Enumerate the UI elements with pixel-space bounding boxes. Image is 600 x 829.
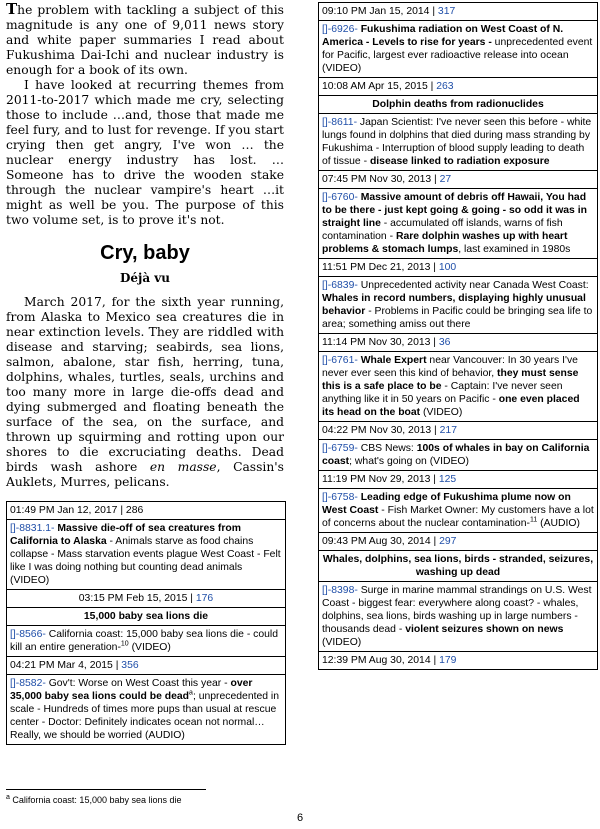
headline: 100s of whales in bay on California coast: [322, 443, 590, 467]
summary: Gov't: Worse on West Coast this year -: [45, 678, 231, 689]
intro-prose: [6, 2, 284, 228]
summary-tail: ; what's going on (VIDEO): [349, 456, 469, 467]
summary: CBS News:: [357, 443, 417, 454]
summary: Unprecedented activity near Canada West Coast:: [357, 280, 589, 291]
story-link[interactable]: []-8566-: [10, 629, 46, 640]
footnote-mark: a: [6, 794, 10, 801]
left-news-table: [6, 501, 286, 745]
story-link[interactable]: []-6759-: [322, 443, 358, 454]
summary: - accumulated off islands, warns of fish contamination -: [322, 218, 563, 242]
footnote-text: California coast: 15,000 baby sea lions die: [9, 795, 182, 805]
table-row: [319, 77, 597, 95]
headline: violent seizures shown on news: [405, 624, 564, 635]
table-row: [319, 113, 597, 170]
table-row: [7, 589, 285, 607]
chapter-paragraph-text-a: March 2017, for the sixth year running, from Alaska to Mexico sea creatures die in near extinction levels. They are riddled with disease and starving; seabirds, sea lions, salmon, abalone, star fish, herring, tuna, dolphins, whales, turtles, seals, urchins and too many more in large die-offs dead and dying submerged and floating beneath the surface of the sea, on the surface, and thrown up squirming and rotting upon our shores to die excruciating deaths. Dead birds wash ashore: [6, 295, 284, 474]
timestamp: 11:19 PM Nov 29, 2013 |: [322, 474, 439, 485]
table-row: [7, 656, 285, 674]
chapter-paragraph: [6, 295, 284, 490]
intro-paragraph-2: I have looked at recurring themes from 2011-to-2017 which made me cry, selecting those to include …and, those that made me feel fury, and to lust for revenge. If you start crying then get angry, I've won … the nuclear energy industry has lost. …Someone has to drive the wooden stake through the nuclear vampire's heart …it might as well be you. The purpose of this two volume set, is to prove it's not.: [6, 78, 284, 227]
story-link[interactable]: []-6839-: [322, 280, 358, 291]
summary: Surge in marine mammal strandings on U.S. West Coast - biggest fear: everywhere along coast? - whales, dolphins, sea lions, birds washing up in large numbers - thousands dead -: [322, 585, 592, 635]
story-link[interactable]: []-8611-: [322, 117, 358, 128]
summary: Japan Scientist: I've never seen this before - white lungs found in dolphins that died during mass stranding by Fukushima - Interruption of blood supply leading to death of tissue -: [322, 117, 592, 167]
table-row: [319, 351, 597, 421]
right-news-table: [318, 2, 598, 670]
count-link[interactable]: 179: [439, 655, 457, 666]
count-link[interactable]: 176: [195, 593, 214, 604]
table-row: [319, 188, 597, 258]
footnote-ref: 11: [529, 516, 538, 524]
table-row: [319, 532, 597, 550]
headline-3: one even placed its head on the boat: [322, 394, 580, 418]
headline: over 35,000 baby sea lions could be dead: [10, 678, 253, 702]
summary: - Animals starve as food chains collapse - Mass starvation events plague West Coast - Felt like I was doing nothing but counting dead animals (VIDEO): [10, 536, 281, 586]
timestamp: 04:22 PM Nov 30, 2013 |: [322, 425, 440, 436]
timestamp: 11:14 PM Nov 30, 2013 |: [322, 337, 439, 348]
table-row: [319, 581, 597, 651]
footnote: [6, 795, 182, 805]
story-link[interactable]: []-6761-: [322, 355, 358, 366]
timestamp: 10:08 AM Apr 15, 2015 |: [322, 81, 437, 92]
story-link[interactable]: []-6758-: [322, 492, 358, 503]
story-link[interactable]: []-6760-: [322, 192, 358, 203]
left-column: [6, 2, 284, 490]
summary: California coast: 15,000 baby sea lions die - could kill an entire generation-: [10, 629, 279, 653]
count-link[interactable]: 217: [439, 425, 457, 436]
page-number: 6: [296, 812, 304, 824]
headline: Whales in record numbers, displaying highly unusual behavior: [322, 293, 586, 317]
chapter-title: Cry, baby: [100, 242, 190, 264]
timestamp: 07:45 PM Nov 30, 2013 |: [322, 174, 440, 185]
chapter-subtitle: Déjà vu: [119, 271, 171, 285]
headline: Fukushima radiation on West Coast of N. America - Levels to rise for years -: [322, 24, 564, 48]
footnote-ref: 10: [120, 640, 129, 648]
count-link[interactable]: 36: [438, 337, 451, 348]
timestamp: 09:10 PM Jan 15, 2014 |: [322, 6, 438, 17]
table-row: [319, 488, 597, 532]
summary-tail: ; unprecedented in scale - Hundreds of times more pups than usual at rescue center - Doctor: Definitely indicates ocean not normal… Really, we should be worried (AUDIO): [10, 691, 280, 741]
table-row: [7, 674, 285, 744]
summary-tail: - Problems in Pacific could be bringing sea life to area; something amiss out there: [322, 306, 593, 330]
summary-tail: , last examined in 1980s: [458, 244, 571, 255]
chapter-paragraph-emphasis: en masse: [149, 460, 217, 474]
table-row: [319, 651, 597, 669]
chapter-paragraph-text-b: , Cassin's Auklets, Murres, pelicans.: [6, 460, 284, 489]
footnote-ref: a: [189, 689, 193, 697]
table-row: [7, 519, 285, 589]
table-row: [319, 421, 597, 439]
summary-2: - Captain: I've never seen anything like it in 50 years on Pacific -: [322, 381, 563, 405]
summary: near Vancouver: In 30 years I've never ever seen this kind of behavior,: [322, 355, 578, 379]
timestamp: 11:51 PM Dec 21, 2013 |: [322, 262, 439, 273]
section-heading: Whales, dolphins, sea lions, birds - stranded, seizures, washing up dead: [319, 550, 597, 581]
section-heading: 15,000 baby sea lions die: [7, 607, 285, 625]
headline: disease linked to radiation exposure: [369, 156, 550, 167]
table-row: [319, 258, 597, 276]
table-row: [319, 333, 597, 351]
timestamp: 09:43 PM Aug 30, 2014 |: [322, 536, 440, 547]
count-link[interactable]: 125: [438, 474, 457, 485]
footnote-divider: [6, 789, 206, 790]
summary-tail: (AUDIO): [537, 518, 580, 529]
story-link[interactable]: []-6926-: [322, 24, 358, 35]
table-row: [319, 20, 597, 77]
table-row: [319, 470, 597, 488]
count-link[interactable]: 317: [437, 6, 456, 17]
headline: Massive die-off of sea creatures from California to Alaska: [10, 523, 242, 547]
table-row: [7, 502, 285, 519]
timestamp: 12:39 PM Aug 30, 2014 |: [322, 655, 440, 666]
table-row: [7, 625, 285, 656]
summary: - Fish Market Owner: My customers have a lot of concerns about the nuclear contamination-: [322, 505, 594, 529]
story-link[interactable]: []-8398-: [322, 585, 358, 596]
headline: Leading edge of Fukushima plume now on West Coast: [322, 492, 571, 516]
story-link[interactable]: []-8831.1-: [10, 523, 55, 534]
chapter-prose: [6, 295, 284, 490]
headline: Whale Expert: [357, 355, 427, 366]
intro-paragraph-1: [6, 2, 284, 78]
summary-tail: (VIDEO): [322, 637, 362, 648]
count-link[interactable]: 27: [439, 174, 452, 185]
story-link[interactable]: []-8582-: [10, 678, 46, 689]
drop-cap: T: [6, 0, 18, 18]
headline: Massive amount of debris off Hawaii, You had to be there - just kept going & going - so odd it was in straight line: [322, 192, 587, 229]
table-row: [319, 439, 597, 470]
timestamp: 01:49 PM Jan 12, 2017 | 286: [10, 505, 144, 516]
summary-tail: (VIDEO): [128, 642, 171, 653]
count-link[interactable]: 356: [121, 660, 139, 671]
section-heading: Dolphin deaths from radionuclides: [319, 95, 597, 113]
table-row: [319, 276, 597, 333]
summary-tail: (VIDEO): [420, 407, 463, 418]
intro-paragraph-1-text: he problem with tackling a subject of this magnitude is any one of 9,011 news story and white paper summaries I read about Fukushima Dai-Ichi and nuclear industry is enough for a book of its own.: [6, 3, 284, 77]
headline-2: Rare dolphin washes up with heart problems & stomach lumps: [322, 231, 568, 255]
count-link[interactable]: 297: [439, 536, 457, 547]
table-row: [319, 170, 597, 188]
timestamp: 03:15 PM Feb 15, 2015 |: [78, 593, 196, 604]
count-link[interactable]: 263: [436, 81, 454, 92]
count-link[interactable]: 100: [438, 262, 457, 273]
table-row: [319, 3, 597, 20]
timestamp: 04:21 PM Mar 4, 2015 |: [10, 660, 122, 671]
summary: unprecedented event for Pacific, largest ever radioactive release into ocean (VIDEO): [322, 37, 593, 74]
headline-2: they must sense this is a safe place to be: [322, 368, 579, 392]
